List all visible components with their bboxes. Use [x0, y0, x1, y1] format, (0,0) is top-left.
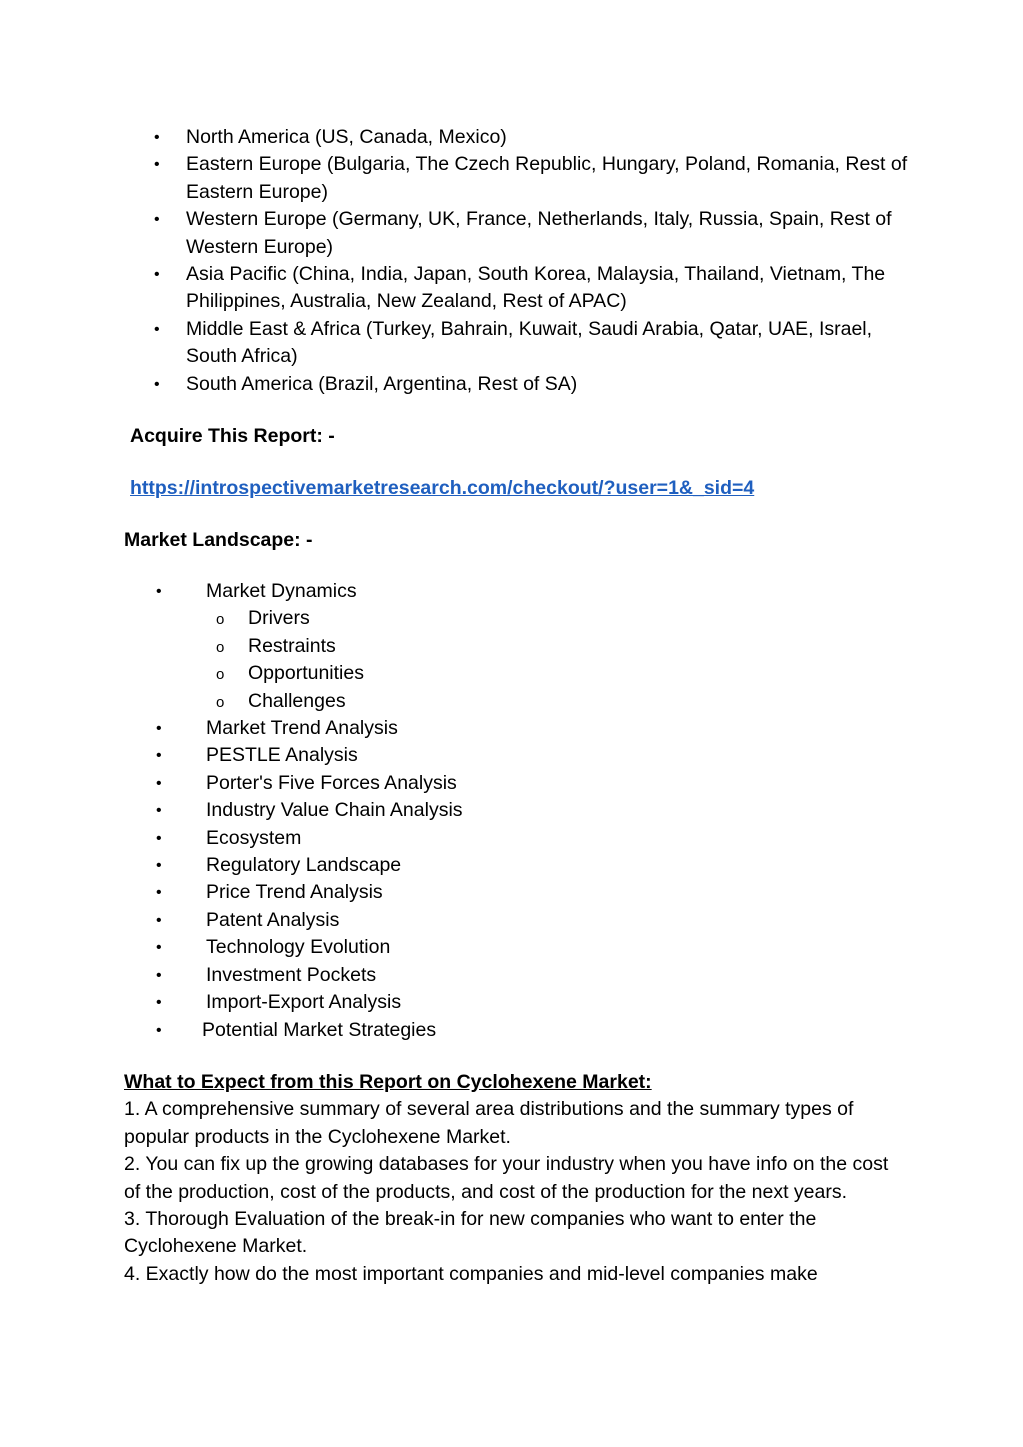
list-item: • Middle East & Africa (Turkey, Bahrain, Kuwait, Saudi Arabia, Qatar, UAE, Israel, South Africa) — [150, 316, 910, 371]
acquire-report-label: Acquire This Report: - — [130, 425, 335, 447]
list-item: • Market Trend Analysis — [150, 715, 910, 742]
list-item-label: Market Dynamics — [206, 580, 357, 602]
checkout-link[interactable]: https://introspectivemarketresearch.com/checkout/?user=1&_sid=4 — [130, 477, 755, 499]
list-item: • Price Trend Analysis — [150, 879, 910, 906]
market-landscape-list — [150, 578, 910, 1044]
list-item: • South America (Brazil, Argentina, Rest of SA) — [150, 371, 910, 398]
regions-list — [150, 124, 910, 398]
sub-list-item: o Restraints — [206, 633, 910, 660]
expectation-point: 2. You can fix up the growing databases for your industry when you have info on the cost of the production, cost of the products, and cost of the production for the next years. — [124, 1153, 889, 1203]
expectation-point: 1. A comprehensive summary of several area distributions and the summary types of popular products in the Cyclohexene Market. — [124, 1098, 854, 1148]
expectations-section — [124, 1069, 904, 1288]
list-item: • Ecosystem — [150, 825, 910, 852]
expectations-heading: What to Expect from this Report on Cyclohexene Market: — [124, 1071, 652, 1093]
list-item: • Import-Export Analysis — [150, 989, 910, 1016]
list-item: • Investment Pockets — [150, 962, 910, 989]
list-item: • Technology Evolution — [150, 934, 910, 961]
sub-list-item: o Drivers — [206, 605, 910, 632]
market-landscape-heading: Market Landscape: - — [124, 529, 313, 551]
sub-list-item: o Challenges — [206, 688, 910, 715]
list-item: • North America (US, Canada, Mexico) — [150, 124, 910, 151]
list-item: • Regulatory Landscape — [150, 852, 910, 879]
list-item: • Potential Market Strategies — [150, 1017, 910, 1044]
market-dynamics-sublist — [206, 605, 910, 715]
expectation-point: 3. Thorough Evaluation of the break-in for new companies who want to enter the Cyclohexene Market. — [124, 1208, 817, 1258]
expectation-point: 4. Exactly how do the most important companies and mid-level companies make — [124, 1262, 818, 1285]
list-item: • PESTLE Analysis — [150, 742, 910, 769]
list-item: • Patent Analysis — [150, 907, 910, 934]
sub-list-item: o Opportunities — [206, 660, 910, 687]
list-item: • Industry Value Chain Analysis — [150, 797, 910, 824]
list-item: • Asia Pacific (China, India, Japan, South Korea, Malaysia, Thailand, Vietnam, The Philippines, Australia, New Zealand, Rest of APAC) — [150, 261, 910, 316]
list-item: • Eastern Europe (Bulgaria, The Czech Republic, Hungary, Poland, Romania, Rest of Eastern Europe) — [150, 151, 910, 206]
list-item: • Western Europe (Germany, UK, France, Netherlands, Italy, Russia, Spain, Rest of Western Europe) — [150, 206, 910, 261]
list-item: • Porter's Five Forces Analysis — [150, 770, 910, 797]
list-item-market-dynamics — [150, 578, 910, 715]
